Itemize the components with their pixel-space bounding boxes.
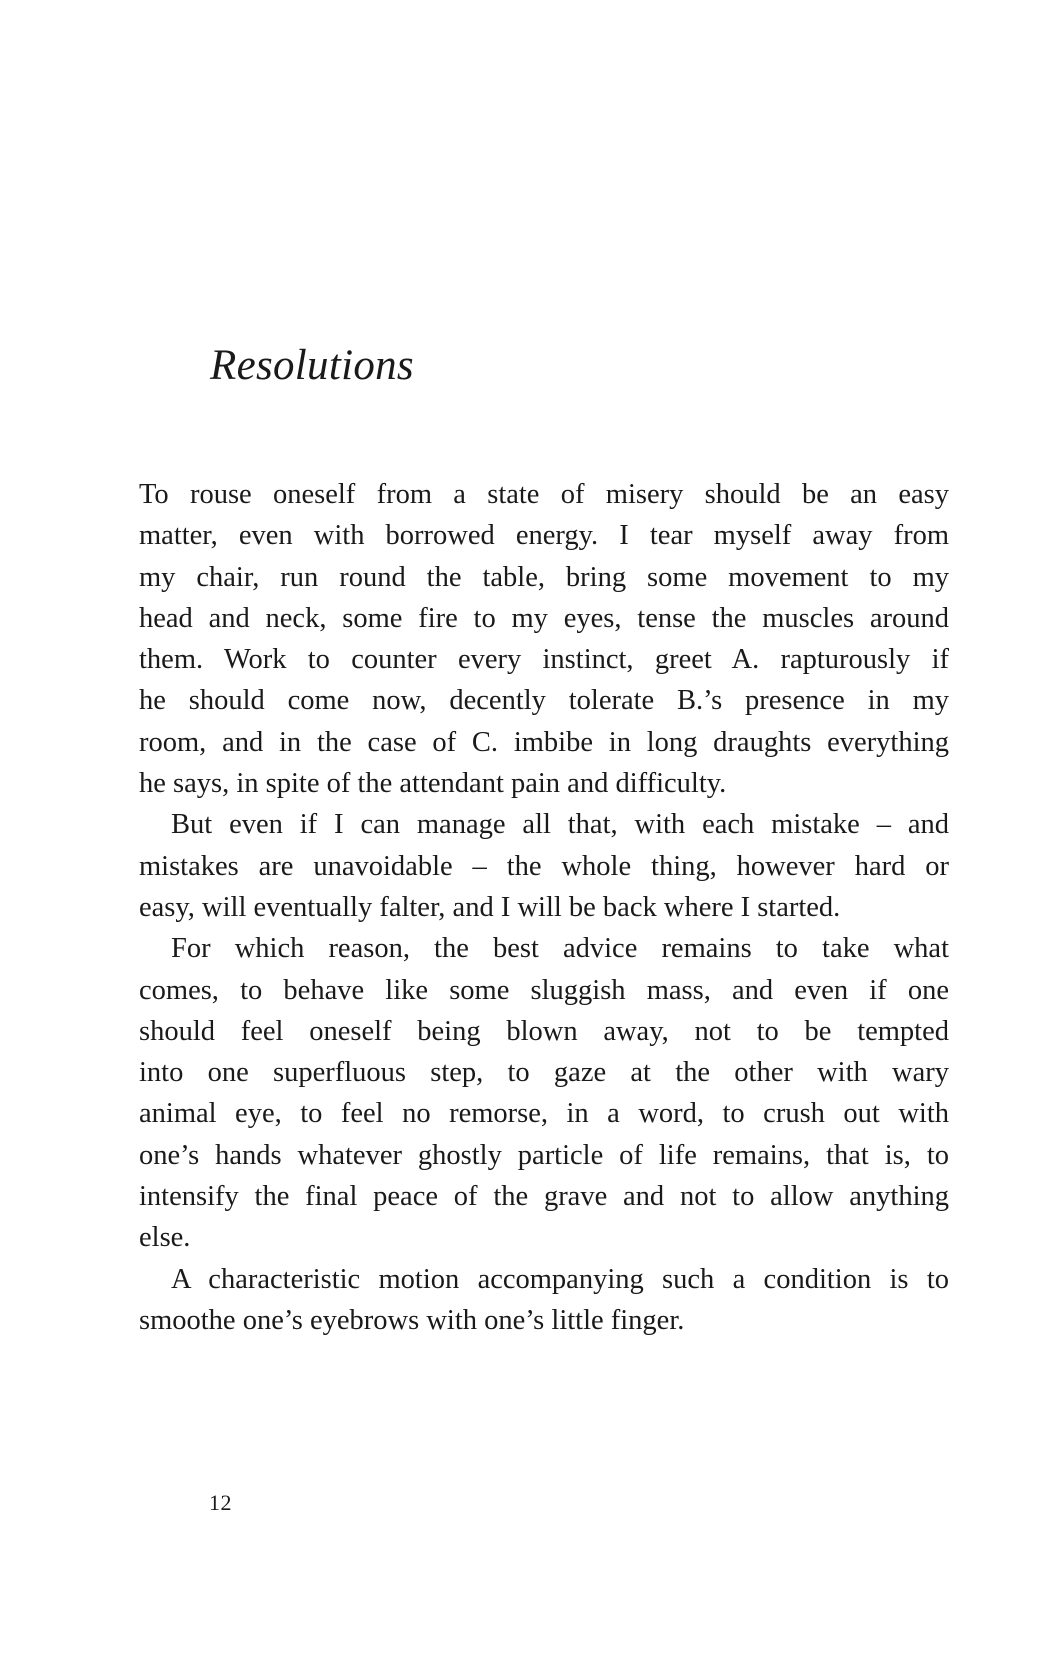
text-line: my chair, run round the table, bring some movement to my <box>139 561 949 593</box>
paragraph-1 <box>139 474 949 804</box>
text-line: But even if I can manage all that, with each mistake – and <box>171 809 949 841</box>
text-line: should feel oneself being blown away, not to be tempted <box>139 1015 949 1047</box>
chapter-title: Resolutions <box>210 342 414 389</box>
text-line: one’s hands whatever ghostly particle of life remains, that is, to <box>139 1139 949 1171</box>
text-line: A characteristic motion accompanying such a condition is to <box>171 1263 949 1295</box>
text-line: matter, even with borrowed energy. I tear myself away from <box>139 520 949 552</box>
body-text <box>139 474 949 1341</box>
text-line: intensify the final peace of the grave and not to allow anything <box>139 1181 949 1213</box>
text-line: mistakes are unavoidable – the whole thing, however hard or <box>139 850 949 882</box>
paragraph-3 <box>139 928 949 1258</box>
text-line: comes, to behave like some sluggish mass, and even if one <box>139 974 949 1006</box>
page-number: 12 <box>209 1490 232 1515</box>
paragraph-4 <box>139 1259 949 1342</box>
text-line: else. <box>139 1222 191 1254</box>
text-line: For which reason, the best advice remains to take what <box>171 933 949 965</box>
text-line: he should come now, decently tolerate B.’s presence in my <box>139 685 949 717</box>
text-line: into one superfluous step, to gaze at the other with wary <box>139 1057 949 1089</box>
text-line: he says, in spite of the attendant pain and difficulty. <box>139 768 727 800</box>
text-line: room, and in the case of C. imbibe in long draughts everything <box>139 726 949 758</box>
text-line: easy, will eventually falter, and I will be back where I started. <box>139 891 841 923</box>
text-line: them. Work to counter every instinct, greet A. rapturously if <box>139 644 949 676</box>
text-line: To rouse oneself from a state of misery should be an easy <box>139 479 949 510</box>
text-line: smoothe one’s eyebrows with one’s little finger. <box>139 1304 685 1336</box>
paragraph-2 <box>139 804 949 928</box>
text-line: head and neck, some fire to my eyes, tense the muscles around <box>139 602 949 634</box>
text-line: animal eye, to feel no remorse, in a word, to crush out with <box>139 1098 949 1130</box>
